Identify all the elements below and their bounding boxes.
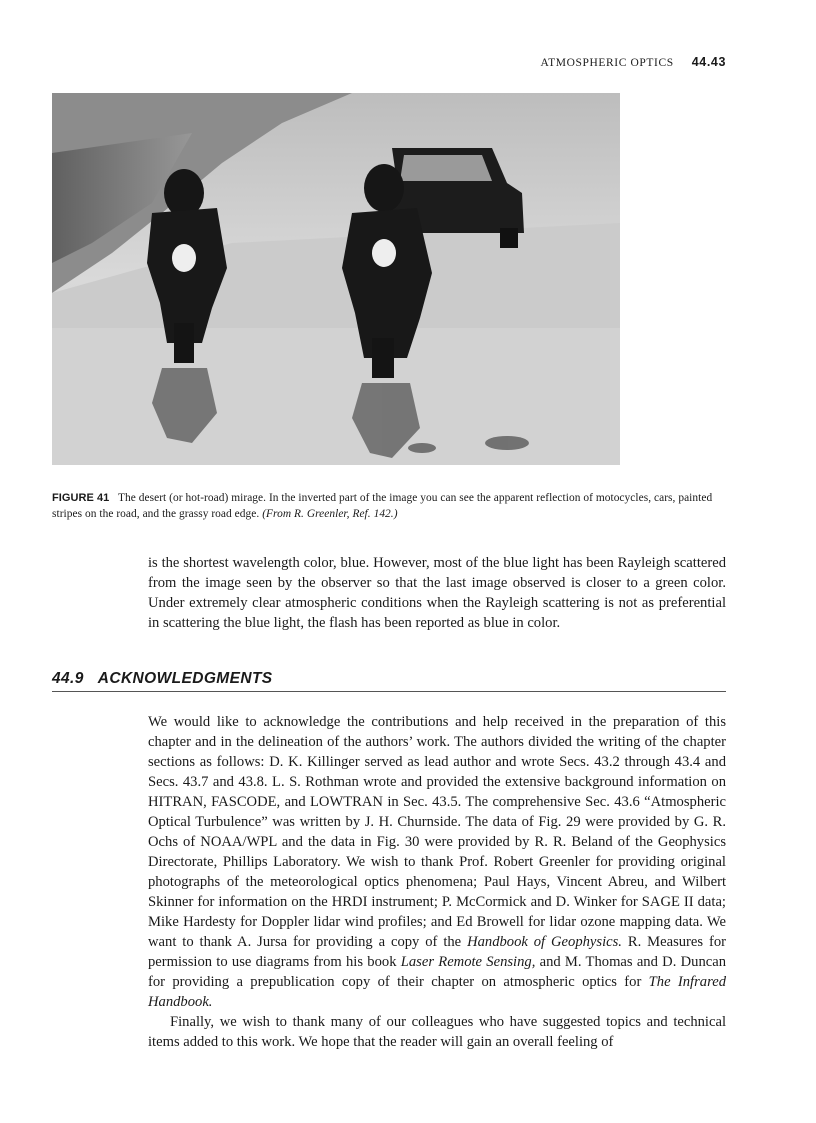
book-title-remote-sensing: Laser Remote Sensing, <box>400 954 536 970</box>
paragraph-continued <box>148 553 726 633</box>
ack-text-1: We would like to acknowledge the contributions and help received in the preparation of this chapter and in the delineation of the authors’ work. The authors divided the writing of the chapter sections as follows: D. K. Killinger served as lead author and wrote Secs. 43.2 through 43.4 and Secs. 43.7 and 43.8. L. S. Rothman wrote and provided the extensive background information on HITRAN, FASCODE, and LOWTRAN in Sec. 43.5. The comprehensive Sec. 43.6 “Atmospheric Optical Turbulence” was written by J. H. Churnside. The data of Fig. 29 were provided by G. R. Ochs of NOAA/WPL and the data in Fig. 30 were provided by R. R. Beland of the Geophysics Directorate, Phillips Laboratory. We wish to thank Prof. Robert Greenler for providing original photographs of the meteorological optics phenomena; Paul Hays, Vincent Abreu, and Wilbert Skinner for information on the HRDI instrument; P. McCormick and D. Winker for SAGE II data; Mike Hardesty for Doppler lidar wind profiles; and Ed Browell for lidar ozone mapping data. We want to thank A. Jursa for providing a copy of the <box>148 714 726 950</box>
section-heading <box>52 670 726 692</box>
book-title-geophysics: Handbook of Geophysics. <box>467 934 622 950</box>
acknowledgments-paragraph <box>148 712 726 1012</box>
running-head-section: ATMOSPHERIC OPTICS <box>540 57 674 69</box>
figure-credit: (From R. Greenler, Ref. 142.) <box>262 508 398 520</box>
paragraph-text: is the shortest wavelength color, blue. However, most of the blue light has been Rayleigh scattered from the image seen by the observer so that the last image observed is closer to a green color. Under extremely clear atmospheric conditions when the Rayleigh scattering is not as preferential in scattering the blue light, the flash has been reported as blue in color. <box>148 555 726 631</box>
mirage-photograph <box>52 93 620 465</box>
running-head <box>541 55 726 69</box>
book-title-infrared: The Infrared Handbook. <box>148 974 726 1010</box>
acknowledgments-body <box>148 712 726 1052</box>
figure-caption-text: The desert (or hot-road) mirage. In the inverted part of the image you can see the apparent reflection of motocycles, cars, painted stripes on the road, and the grassy road edge. <box>52 492 713 520</box>
ack-text-2: R. Measures for permission to use diagrams from his book <box>148 934 726 970</box>
section-number: 44.9 <box>52 670 84 687</box>
page-number: 44.43 <box>691 55 726 69</box>
figure-caption <box>52 490 732 522</box>
ack-text-3: and M. Thomas and D. Duncan for providing a prepublication copy of their chapter on atmospheric optics for <box>148 954 726 990</box>
figure-label: FIGURE 41 <box>52 492 110 504</box>
acknowledgments-paragraph-2: Finally, we wish to thank many of our colleagues who have suggested topics and technical items added to this work. We hope that the reader will gain an overall feeling of <box>148 1014 726 1050</box>
section-title: ACKNOWLEDGMENTS <box>97 670 273 687</box>
